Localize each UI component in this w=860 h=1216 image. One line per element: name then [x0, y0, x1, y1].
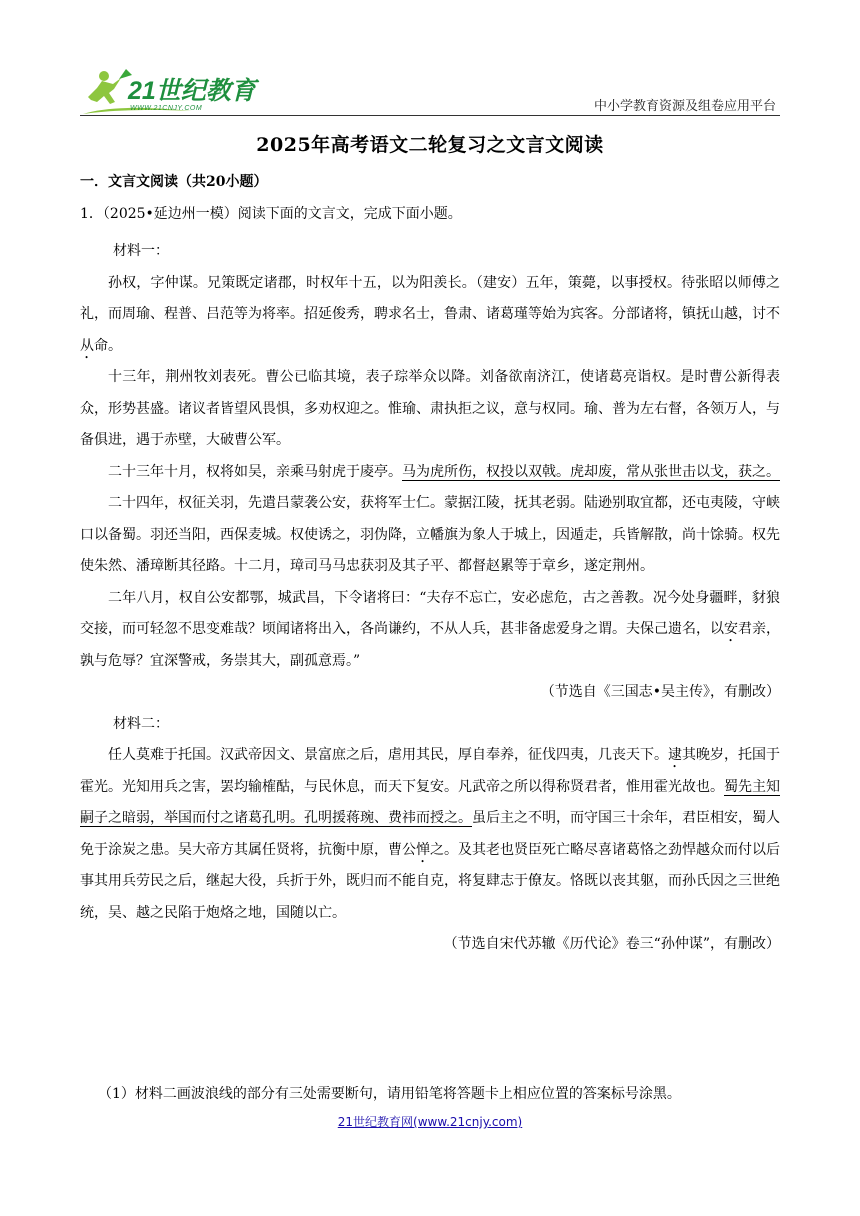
- logo-text: 21世纪教育: [128, 77, 256, 105]
- source-citation: （节选自《三国志•吴主传》，有删改）: [540, 684, 780, 700]
- emphasized-char: 逮: [668, 747, 682, 763]
- platform-name: 中小学教育资源及组卷应用平台: [593, 99, 776, 114]
- page-title: 2025年高考语文二轮复习之文言文阅读: [256, 134, 604, 156]
- underlined-sentence: 蜀先主知嗣子之暗弱，举国而付之诸葛孔明。孔明援蒋琬、费祎而授之。: [80, 778, 780, 826]
- paragraph: 二十三年十月，权将如吴，亲乘马射虎于庱亭。马为虎所伤，权投以双戟。虎却废，常从张世击以戈，获之。: [108, 463, 780, 480]
- footer-url[interactable]: (www.21cnjy.com): [413, 1115, 523, 1129]
- source-citation: （节选自宋代苏辙《历代论》卷三“孙仲谋”，有删改）: [443, 936, 780, 952]
- underlined-sentence: 马为虎所伤，权投以双戟。虎却废，常从张世击以戈，获之。: [402, 463, 780, 480]
- material-label: 材料一：: [113, 243, 169, 259]
- paragraph: 十三年，荆州牧刘表死。曹公已临其境，表子琮举众以降。刘备欲南济江，使诸葛亮诣权。是时曹公新得表众，形势甚盛。诸议者皆望风畏惧，多劝权迎之。惟瑜、肃执拒之议，意与权同。瑜、普为左右督，各领万人，与备俱进，遇于赤壁，大破曹公军。: [80, 369, 780, 448]
- runner-icon: [88, 78, 121, 104]
- sub-question: （1）材料二画波浪线的部分有三处需要断句，请用铅笔将答题卡上相应位置的答案标号涂黑。: [98, 1086, 681, 1102]
- section-heading: 一．文言文阅读（共20小题）: [80, 174, 268, 190]
- material-label: 材料二：: [113, 715, 169, 732]
- emphasized-char: 安: [724, 621, 738, 637]
- page-header: [80, 66, 780, 118]
- passage: [80, 236, 780, 961]
- logo-url: WWW.21CNJY.COM: [130, 105, 203, 112]
- footer-link[interactable]: [0, 1113, 860, 1130]
- emphasized-char: 惮: [416, 841, 430, 858]
- footer-text[interactable]: 21世纪教育网: [337, 1115, 414, 1129]
- paragraph: 二年八月，权自公安都鄂，城武昌，下令诸将曰：“夫存不忘亡，安必虑危，古之善教。况今处身疆畔，豺狼交接，而可轻忽不思变难哉？顷闻诸将出入，各尚谦约，不从人兵，甚非备虑爱身之谓。夫保己遗名，以安君亲，孰与危辱？宜深警戒，务崇其大，副孤意焉。”: [80, 589, 780, 669]
- logo: [80, 66, 270, 116]
- emphasized-char: 从: [80, 337, 94, 354]
- paragraph: 二十四年，权征关羽，先遣吕蒙袭公安，获将军士仁。蒙据江陵，抚其老弱。陆逊别取宜都，还屯夷陵，守峡口以备蜀。羽还当阳，西保麦城。权使诱之，羽伪降，立幡旗为象人于城上，因遁走，兵皆解散，尚十馀骑。权先使朱然、潘璋断其径路。十二月，璋司马马忠获羽及其子平、都督赵累等于章乡，遂定荆州。: [80, 495, 780, 574]
- paragraph: 孙权，字仲谋。兄策既定诸郡，时权年十五，以为阳羡长。（建安）五年，策薨，以事授权。待张昭以师傅之礼，而周瑜、程普、吕范等为将率。招延俊秀，聘求名士，鲁肃、诸葛瑾等始为宾客。分部诸将，镇抚山越，讨不从命。: [80, 274, 780, 354]
- question-stem: 1．（2025•延边州一模）阅读下面的文言文，完成下面小题。: [80, 206, 462, 222]
- runner-head-icon: [99, 71, 109, 81]
- header-divider: [80, 115, 780, 116]
- paragraph: 任人莫难于托国。汉武帝因文、景富庶之后，虐用其民，厚自奉养，征伐四夷，几丧天下。逮其晚岁，托国于霍光。光知用兵之害，罢均输榷酤，与民休息，而天下复安。凡武帝之所以得称贤君者，惟用霍光故也。蜀先主知嗣子之暗弱，举国而付之诸葛孔明。孔明援蒋琬、费祎而授之。虽后主之不明，而守国三十余年，君臣相安，蜀人免于涂炭之患。吴大帝方其属任贤将，抗衡中原，曹公惮之。及其老也贤臣死亡略尽喜诸葛恪之劲悍越众而付以后事其用兵劳民之后，继起大役，兵折于外，既归而不能自克，将复肆志于僚友。恪既以丧其躯，而孙氏因之三世绝统，吴、越之民陷于炮烙之地，国随以亡。: [80, 747, 780, 921]
